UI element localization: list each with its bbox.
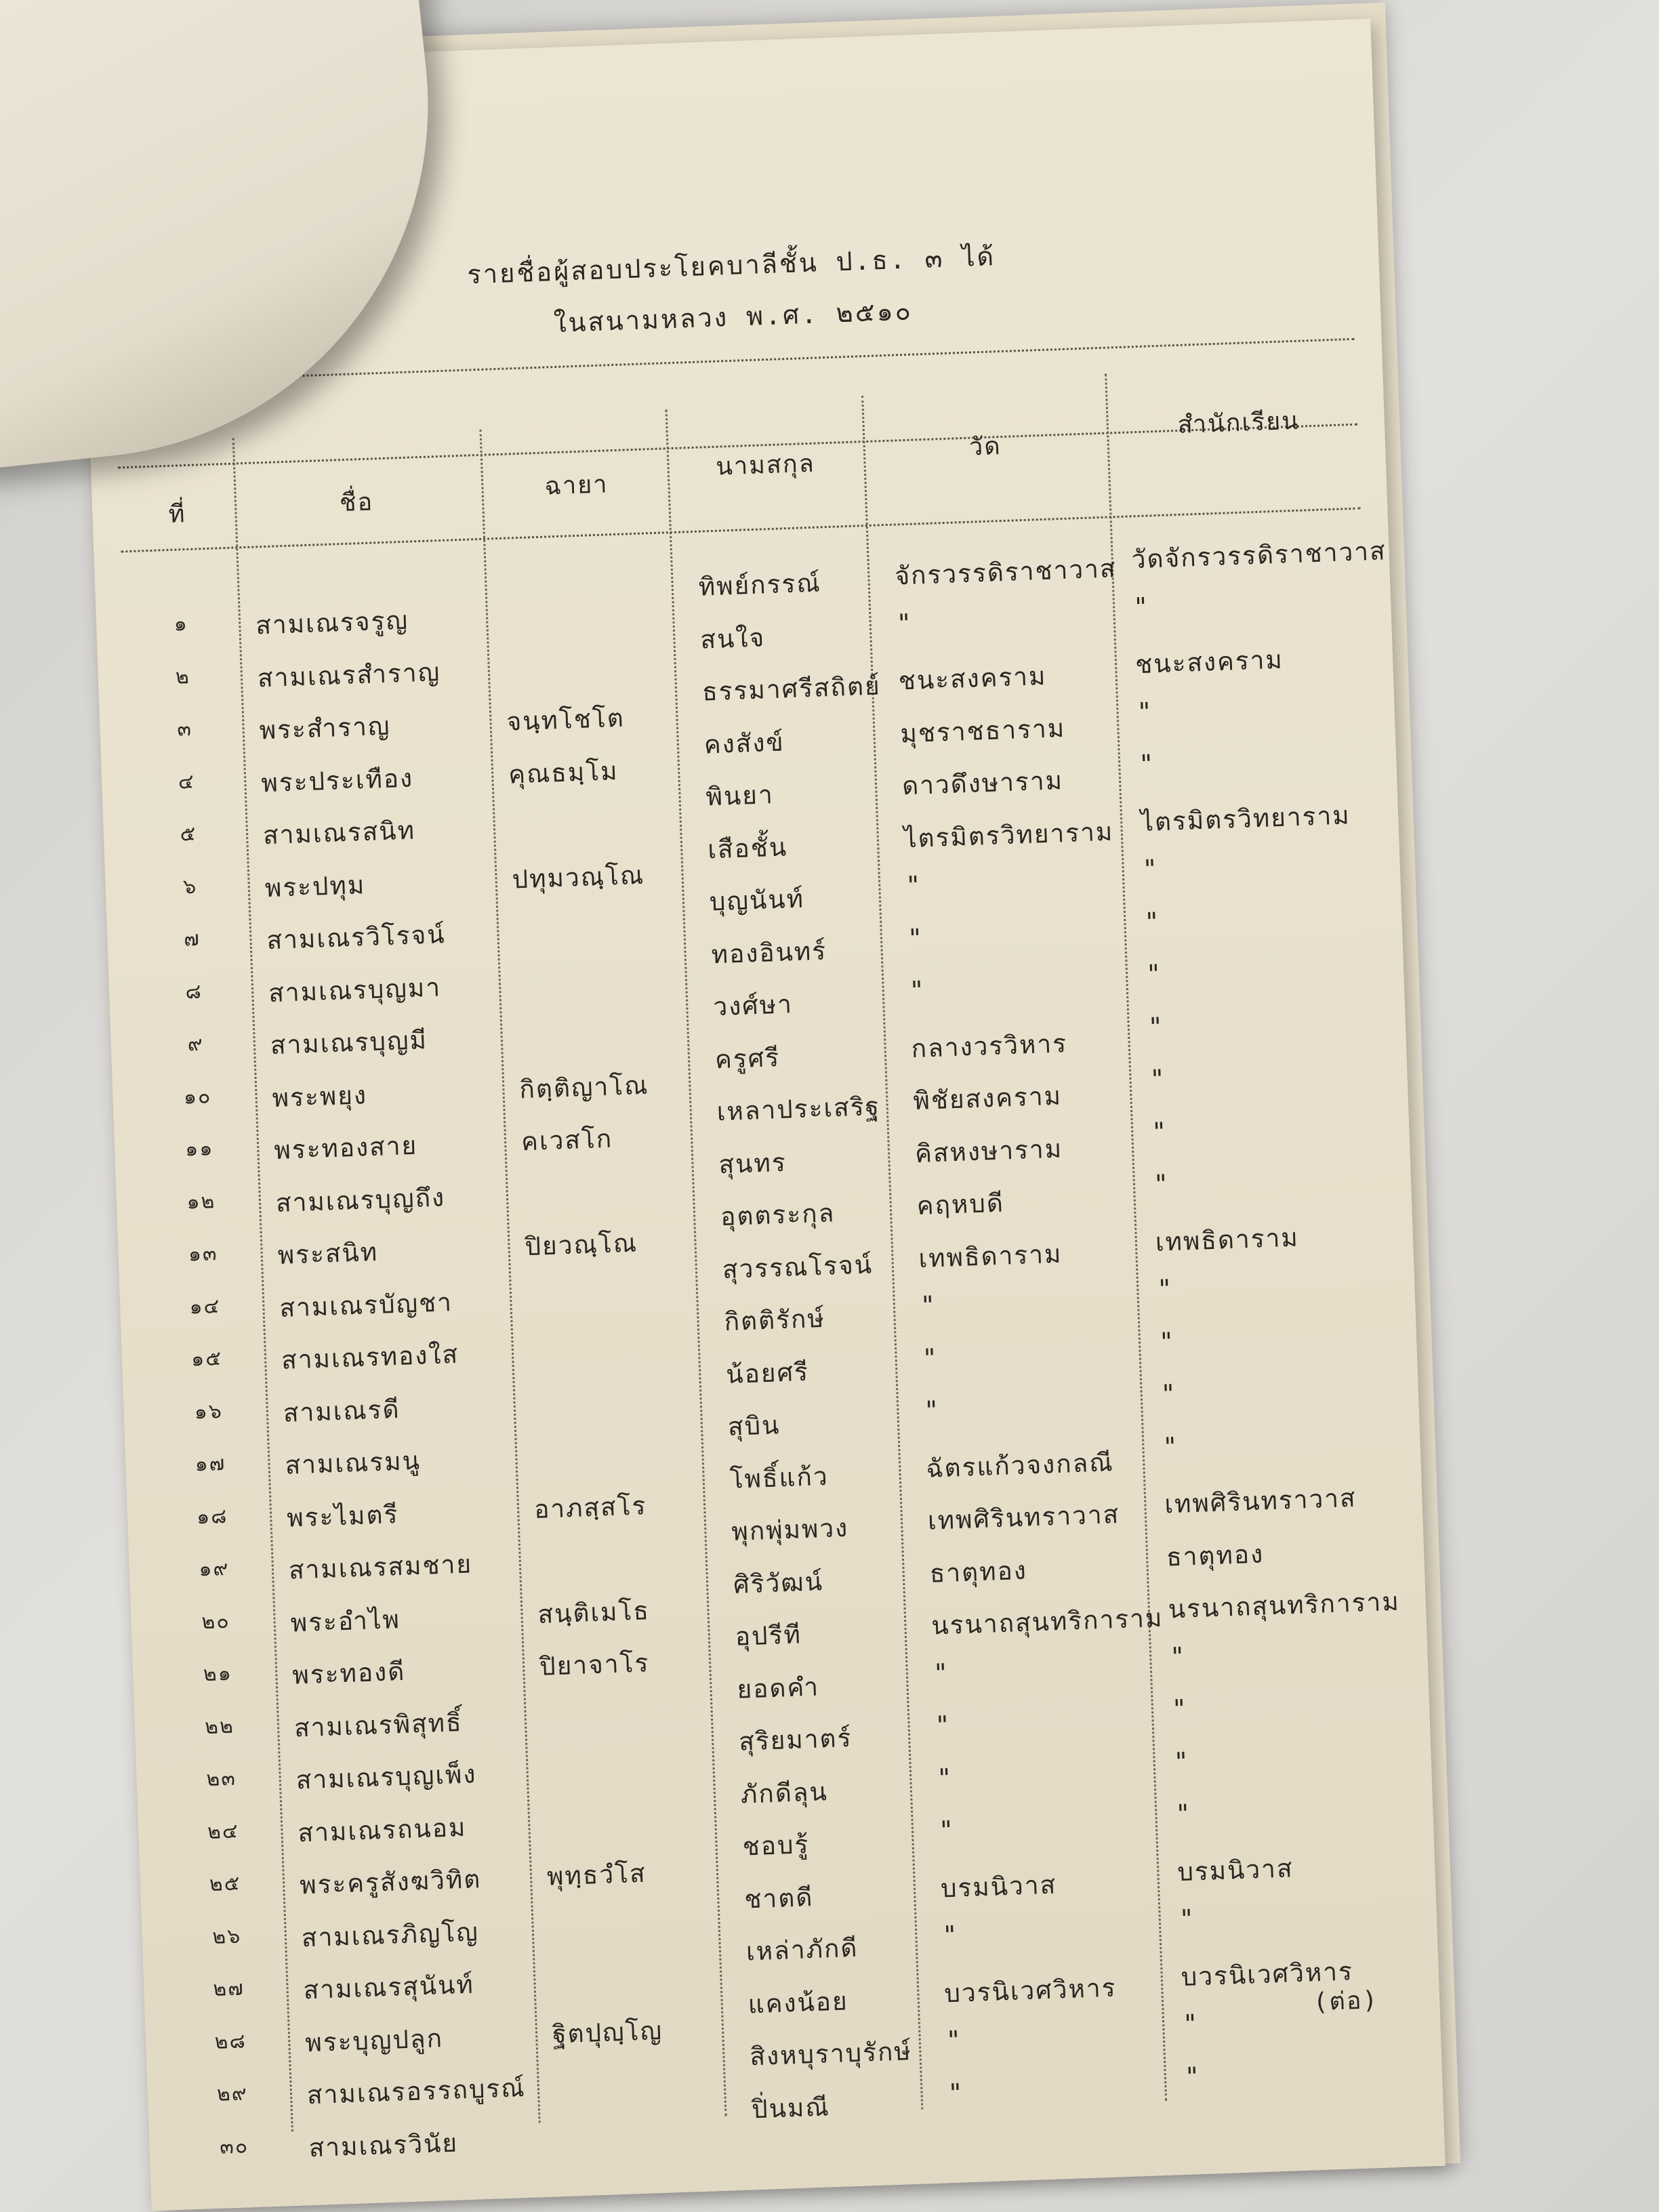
cell-surname: สุวรรณโรจน์ [722,1249,874,1284]
cell-no: ๒๐ [201,1609,231,1634]
cell-school: " [1184,2061,1202,2091]
cell-school: " [1145,959,1164,989]
cell-name: พระปทุม [264,869,366,903]
cell-title: ปิยวณฺโณ [524,1228,638,1262]
cell-surname: ศิริวัฒน์ [733,1566,824,1599]
cell-name: สามเณรวินัย [308,2128,459,2163]
cell-temple: " [923,1395,941,1425]
cell-no: ๑๒ [186,1189,216,1214]
cell-surname: น้อยศรี [725,1357,810,1389]
cell-name: พระทองสาย [273,1130,418,1166]
cell-name: พระประเทือง [260,763,414,798]
cell-surname: กิตติรักษ์ [723,1303,826,1337]
cell-name: พระไมตรี [286,1499,400,1533]
cell-no: ๕ [180,821,197,846]
cell-name: พระสำราญ [259,711,392,745]
cell-surname: ทองอินทร์ [710,935,827,969]
cell-surname: พุกพุ่มพวง [731,1513,849,1547]
cell-no: ๒๑ [203,1661,233,1687]
cell-temple: บรมนิวาส [940,1869,1057,1903]
cell-title: คเวสโก [520,1124,613,1157]
cell-surname: บุญนันท์ [709,884,805,917]
cell-surname: อุตตระกุล [720,1198,836,1232]
cell-temple: " [945,2025,963,2055]
cell-surname: อุปรีที [735,1620,802,1652]
cell-surname: ชาตดี [743,1882,815,1914]
cell-surname: สนใจ [699,622,766,655]
cell-no: ๓ [176,716,193,741]
cell-title: พุทฺธวํโส [546,1858,647,1891]
cell-temple: จักรวรรดิราชาวาส [894,554,1118,591]
cell-school: " [1179,1904,1196,1934]
cell-school: บรมนิวาส [1176,1853,1294,1887]
cell-name: สามเณรบุญถึง [275,1182,446,1218]
cell-school: ไตรมิตรวิทยาราม [1140,800,1351,837]
cell-surname: พินยา [705,780,775,812]
cell-temple: " [920,1290,937,1320]
cell-temple: " [921,1343,939,1373]
cell-title: ปิยาจาโร [539,1648,651,1681]
cell-school: " [1171,1694,1189,1724]
cell-name: สามเณรสำราญ [257,657,441,693]
cell-temple: " [933,1658,950,1688]
cell-temple: คิสหงษาราม [914,1134,1063,1168]
cell-temple: นรนาถสุนทริการาม [930,1603,1164,1641]
cell-temple: ชนะสงคราม [898,661,1048,696]
cell-temple: เทพศิรินทราวาส [927,1499,1120,1536]
cell-surname: ธรรมาศรีสถิตย์ [701,671,882,707]
cell-no: ๔ [178,769,196,794]
cell-no: ๑๑ [184,1136,214,1162]
header-temple: วัด [968,432,1002,462]
cell-school: " [1153,1169,1170,1199]
cell-surname: ครูศรี [714,1042,781,1074]
header-school: สำนักเรียน [1177,407,1300,439]
cell-name: สามเณรจรูญ [255,605,409,640]
cell-surname: ชอบรู้ [741,1830,811,1862]
cell-name: สามเณรบุญมี [270,1025,428,1061]
cell-name: สามเณรสมชาย [288,1549,473,1585]
cell-temple: เทพธิดาราม [918,1239,1063,1273]
cell-surname: เหลาประเสริฐ [716,1091,881,1127]
cell-name: พระครูสังฆวิทิต [299,1864,482,1900]
cell-no: ๒ [175,664,191,689]
cell-school: " [1147,1011,1165,1042]
cell-name: สามเณรภิญโญ [301,1917,480,1952]
cell-surname: สิงหบุราบุรักษ์ [749,2036,913,2072]
cell-school: " [1158,1326,1176,1357]
cell-no: ๑๙ [198,1556,230,1582]
cell-name: พระพยุง [271,1080,368,1113]
cell-school: " [1182,2009,1200,2039]
cell-name: พระอำไพ [289,1604,401,1638]
cell-school: " [1143,906,1162,937]
cell-surname: ทิพย์กรรณ์ [698,568,822,602]
cell-temple: " [907,922,925,953]
cell-temple: พิชัยสงคราม [912,1081,1063,1116]
cell-no: ๒๙ [216,2081,249,2106]
header-surname: นามสกุล [715,449,816,481]
cell-school: " [1156,1273,1174,1304]
cell-name: สามเณรบุญมา [268,972,442,1008]
cell-no: ๗ [183,926,201,951]
cell-surname: ภักดีลุน [740,1776,829,1809]
cell-school: บวรนิเวศวิหาร [1181,1956,1354,1992]
cell-surname: คงสังข์ [703,726,785,760]
cell-no: ๒๘ [214,2028,247,2054]
cell-name: สามเณรบุญเพ็ง [295,1759,478,1795]
cell-title: จนฺทโชโต [506,703,626,737]
cell-surname: แคงน้อย [747,1986,849,2019]
cell-school: " [1169,1641,1187,1671]
cell-school: เทพธิดาราม [1155,1222,1300,1257]
header-title: ฉายา [544,470,609,501]
cell-temple: ฉัตรแก้วจงกลณี [925,1447,1115,1483]
document-title: รายชื่อผู้สอบประโยคบาลีชั้น ป.ธ. ๓ ได้ [466,241,996,290]
cell-school: " [1160,1378,1178,1409]
cell-name: พระทองดี [291,1656,406,1690]
cell-temple: " [947,2077,965,2108]
cell-title: สนฺติเมโธ [537,1595,651,1629]
cell-temple: " [938,1815,956,1845]
cell-no: ๑๕ [190,1346,223,1372]
cell-name: สามเณรสนิท [262,815,416,851]
cell-temple: " [936,1763,954,1793]
cell-school: " [1138,749,1156,779]
cell-school: นรนาถสุนทริการาม [1168,1586,1401,1624]
cell-no: ๘ [184,979,203,1004]
cell-surname: วงศ์ษา [712,989,794,1022]
cell-surname: สุริยมาตร์ [738,1723,853,1757]
cell-no: ๒๓ [205,1766,237,1792]
cell-surname: โพธิ์แก้ว [729,1461,830,1494]
header-no: ที่ [167,500,187,529]
cell-no: ๑๔ [188,1294,221,1319]
cell-school: " [1172,1746,1191,1776]
cell-temple: ธาตุทอง [929,1555,1028,1589]
cell-no: ๑๓ [188,1242,219,1267]
cell-no: ๑๖ [194,1399,224,1424]
cell-no: ๑๗ [194,1451,226,1477]
cell-temple: ไตรมิตรวิทยาราม [903,817,1114,853]
cell-no: ๑ [173,612,189,636]
cell-name: สามเณรอรรถบูรณ์ [306,2073,527,2110]
cell-surname: เหล่าภักดี [745,1933,859,1967]
cell-temple: " [934,1710,952,1740]
cell-temple: มุชราชธาราม [899,713,1066,748]
cell-name: สามเณรบัญชา [279,1287,453,1323]
continued-note: (ต่อ) [1313,1986,1379,2017]
cell-name: สามเณรทองใส [281,1339,459,1375]
cell-no: ๑๐ [183,1084,212,1109]
cell-name: สามเณรสุนันท์ [302,1969,475,2005]
cell-no: ๒๔ [207,1819,240,1844]
cell-surname: ยอดคำ [736,1672,820,1704]
cell-school: " [1149,1064,1167,1094]
cell-title: อาภสฺสโร [533,1490,648,1524]
cell-temple: บวรนิเวศวิหาร [943,1972,1118,2008]
cell-surname: สุนทร [718,1147,787,1179]
cell-school: " [1174,1799,1193,1829]
cell-temple: " [908,975,926,1006]
cell-no: ๓๐ [219,2133,249,2159]
header-name: ชื่อ [339,488,374,518]
cell-name: สามเณรถนอม [297,1812,468,1847]
cell-title: กิตฺติญาโณ [518,1070,650,1104]
cell-school: " [1136,696,1154,726]
cell-temple: " [905,870,923,901]
cell-school: วัดจักรวรรดิราชาวาส [1130,536,1387,575]
cell-no: ๒๒ [204,1714,235,1739]
cell-name: สามเณรดี [283,1394,401,1428]
cell-title: คุณธมฺโม [508,756,619,790]
cell-no: ๖ [182,874,198,899]
cell-name: สามเณรวิโรจน์ [266,920,447,956]
cell-temple: " [941,1920,960,1950]
cell-no: ๙ [187,1031,205,1057]
cell-no: ๒๕ [209,1871,241,1897]
cell-school: เทพศิรินทราวาส [1164,1483,1357,1519]
document-subtitle: ในสนามหลวง พ.ศ. ๒๕๑๐ [553,295,914,338]
cell-school: " [1151,1116,1169,1147]
cell-name: สามเณรมนู [284,1446,422,1480]
cell-name: สามเณรพิสุทธิ์ [293,1707,464,1743]
cell-no: ๑๘ [196,1504,228,1529]
cell-surname: ปิ่นมณี [751,2091,831,2124]
cell-title: ฐิตปุญฺโญ [552,2015,663,2049]
cell-temple: " [896,608,914,638]
cell-surname: สุบิน [727,1410,781,1441]
cell-school: " [1141,854,1160,884]
cell-name: พระสนิท [277,1237,379,1271]
cell-name: พระบุญปลูก [304,2023,444,2057]
cell-temple: ดาวดึงษาราม [901,766,1064,801]
cell-no: ๒๖ [211,1924,242,1949]
cell-school: ธาตุทอง [1166,1539,1265,1572]
cell-temple: คฤหบดี [916,1188,1005,1221]
cell-school: ชนะสงคราม [1134,644,1284,680]
cell-title: ปทุมวณฺโณ [511,860,645,895]
cell-surname: เสือชั้น [707,832,788,864]
cell-school: " [1162,1431,1180,1462]
cell-school: " [1132,592,1151,621]
cell-temple: กลางวรวิหาร [910,1028,1068,1063]
cell-no: ๒๗ [212,1976,245,2001]
